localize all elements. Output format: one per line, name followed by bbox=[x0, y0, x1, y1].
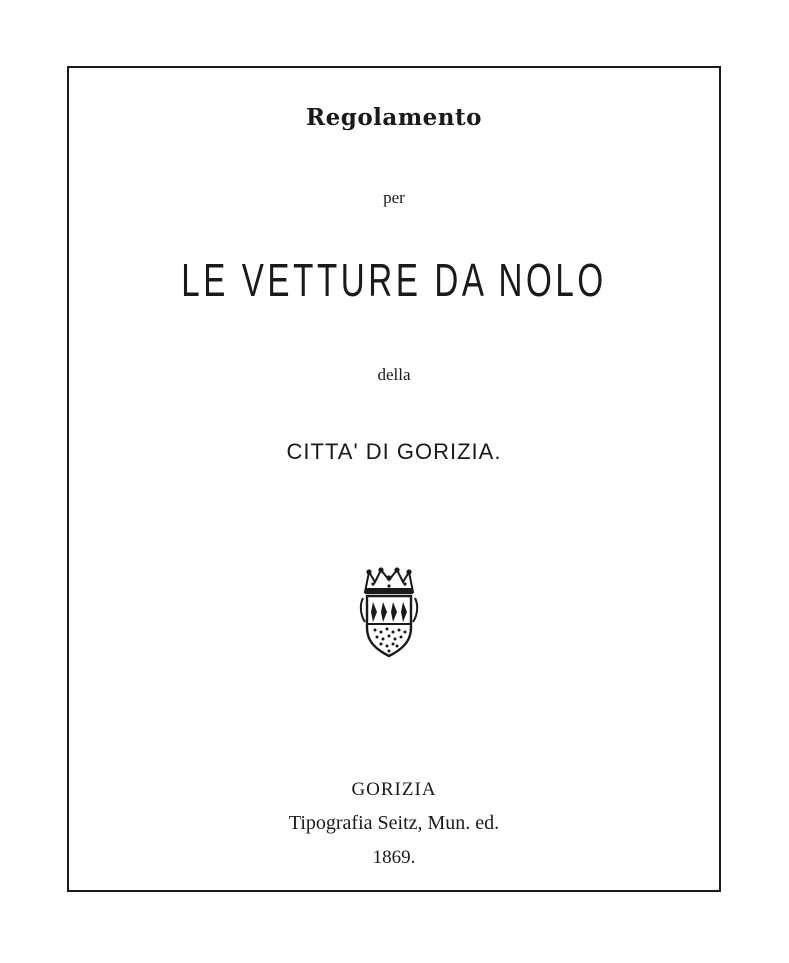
imprint-year: 1869. bbox=[372, 847, 416, 868]
title-page-frame bbox=[67, 66, 721, 892]
title-line-city: CITTA' DI GORIZIA. bbox=[286, 439, 502, 464]
title-line-della: della bbox=[377, 365, 411, 384]
title-line-regolamento: Regolamento bbox=[306, 104, 482, 131]
imprint-printer: Tipografia Seitz, Mun. ed. bbox=[288, 812, 500, 834]
imprint-place: GORIZIA bbox=[351, 779, 437, 800]
coat-of-arms-icon bbox=[359, 566, 419, 658]
title-line-per: per bbox=[383, 188, 405, 207]
main-title: LE VETTURE DA NOLO bbox=[181, 254, 607, 306]
